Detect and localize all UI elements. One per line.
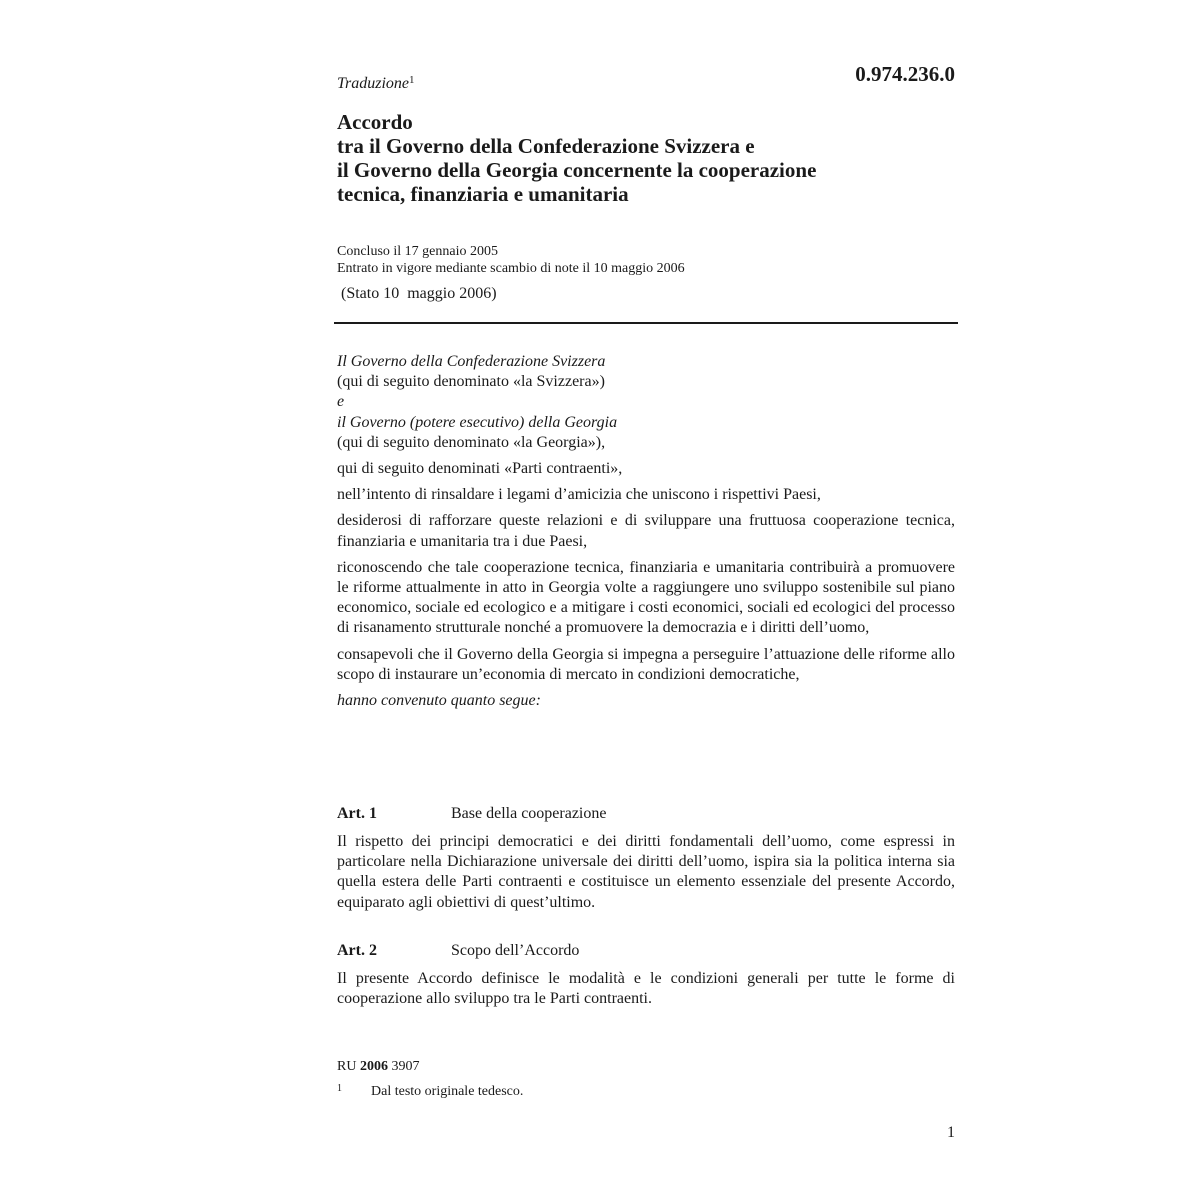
preamble xyxy=(337,352,955,711)
article-2-text: Il presente Accordo definisce le modalità e le condizioni generali per tutte le forme di cooperazione allo sviluppo tra le Parti contraenti. xyxy=(337,970,955,1008)
ru-year: 2006 xyxy=(359,1059,388,1074)
entry-into-force: Entrato in vigore mediante scambio di note il 10 maggio 2006 xyxy=(337,261,685,276)
recital-4: consapevoli che il Governo della Georgia si impegna a perseguire l’attuazione delle riforme allo scopo di instaurare un’economia di mercato in condizioni democratiche, xyxy=(337,645,955,683)
article-1-title: Base della cooperazione xyxy=(451,805,607,822)
article-1-text: Il rispetto dei principi democratici e dei diritti fondamentali dell’uomo, come espressi in particolare nella Dichiarazione universale dei diritti dell’uomo, ispira sia la politica interna sia quella estera delle Parti contraenti e costituisce un elemento essenziale del presente Accordo, equiparato agli obiettivi di quest’ultimo. xyxy=(337,833,955,911)
page-number: 1 xyxy=(947,1124,955,1141)
document-meta xyxy=(337,243,685,277)
recital-1: nell’intento di rinsaldare i legami d’amicizia che uniscono i rispettivi Paesi, xyxy=(337,486,821,504)
title-line-1: Accordo xyxy=(337,110,413,134)
title-line-4: tecnica, finanziaria e umanitaria xyxy=(337,182,629,206)
ru-reference xyxy=(337,1058,419,1076)
party-1-alias: (qui di seguito denominato «la Svizzera») xyxy=(337,373,605,391)
footnote-mark-ref[interactable]: 1 xyxy=(409,74,415,86)
recital-3: riconoscendo che tale cooperazione tecnica, finanziaria e umanitaria contribuirà a promuovere le riforme attualmente in atto in Georgia volte a raggiungere uno sviluppo sostenibile sul piano economico, sociale ed ecologico e a mitigare i costi economici, sociali ed ecologici del processo di risanamento strutturale nonché a promuovere la democrazia e i diritti dell’uomo, xyxy=(337,558,955,637)
agreed-clause: hanno convenuto quanto segue: xyxy=(337,692,541,710)
article-1-heading xyxy=(337,804,955,824)
sr-number: 0.974.236.0 xyxy=(855,62,955,86)
article-1-number: Art. 1 xyxy=(337,805,377,822)
footnote-mark: 1 xyxy=(337,1083,342,1094)
ru-prefix: RU xyxy=(337,1059,360,1074)
parties-alias: qui di seguito denominati «Parti contraenti», xyxy=(337,460,623,478)
translation-label xyxy=(337,74,415,93)
article-2-heading xyxy=(337,941,955,961)
footnote-text: Dal testo originale tedesco. xyxy=(371,1084,524,1099)
party-2: il Governo (potere esecutivo) della Georgia xyxy=(337,413,618,431)
party-2-alias: (qui di seguito denominato «la Georgia»), xyxy=(337,433,606,451)
article-2-title: Scopo dell’Accordo xyxy=(451,942,580,959)
document-title xyxy=(337,110,955,206)
header-divider xyxy=(334,322,958,324)
article-2-number: Art. 2 xyxy=(337,942,377,959)
status-date: (Stato 10 maggio 2006) xyxy=(337,285,497,302)
ru-page: 3907 xyxy=(387,1059,420,1074)
title-line-2: tra il Governo della Confederazione Svizzera e xyxy=(337,134,755,158)
footnote-1 xyxy=(337,1080,523,1101)
concluded-date: Concluso il 17 gennaio 2005 xyxy=(337,244,498,259)
conjunction: e xyxy=(337,393,345,411)
translation-text: Traduzione xyxy=(337,75,410,92)
party-1: Il Governo della Confederazione Svizzera xyxy=(337,353,606,370)
recital-2: desiderosi di rafforzare queste relazioni e di sviluppare una fruttuosa cooperazione tecnica, finanziaria e umanitaria tra i due Paesi, xyxy=(337,512,955,550)
title-line-3: il Governo della Georgia concernente la cooperazione xyxy=(337,158,817,182)
